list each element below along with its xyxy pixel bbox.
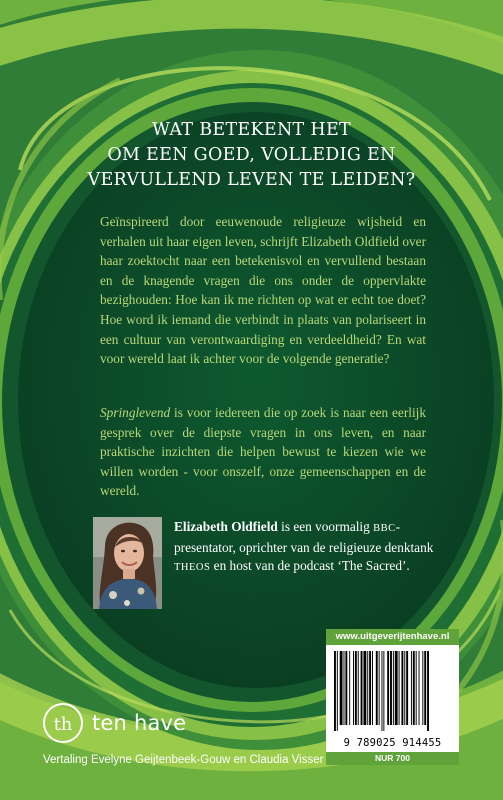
description-paragraph-2-text: is voor iedereen die op zoek is naar een eerlijk gesprek over de diepste vragen in ons leven, en naar praktische inzichten die helpen bewust te kiezen wie we willen worden - voor onszelf, onze gemeenschappen en de wereld. — [100, 405, 426, 499]
headline-line-2: OM EEN GOED, VOLLEDIG EN — [107, 145, 396, 165]
barcode-bar — [393, 651, 394, 725]
author-bio — [174, 518, 436, 578]
barcode-bar — [361, 651, 363, 725]
barcode-bar — [387, 651, 389, 725]
isbn-number: 9 789025 914455 — [343, 737, 442, 749]
barcode-bar — [422, 651, 423, 725]
publisher-website: www.uitgeverijtenhave.nl — [326, 629, 459, 645]
barcode-bar — [363, 651, 366, 725]
barcode-bar — [416, 651, 417, 725]
barcode-bar — [355, 651, 357, 725]
barcode-bar — [424, 651, 426, 725]
barcode-bar — [372, 651, 373, 725]
headline-line-3: VERVULLEND LEVEN TE LEIDEN? — [87, 170, 416, 190]
barcode-bar — [353, 651, 354, 725]
barcode-bar — [379, 651, 380, 725]
barcode-bar — [404, 651, 405, 725]
barcode-bar — [401, 651, 403, 725]
translation-credit: Vertaling Evelyne Geijtenbeek-Gouw en Claudia Visser — [43, 754, 324, 766]
barcode-panel — [326, 645, 459, 752]
barcode-bar — [369, 651, 371, 725]
barcode-bar — [349, 651, 350, 725]
barcode-bar — [376, 651, 378, 725]
author-bio-text-2: -presentator, oprichter van de religieuze denktank — [174, 519, 434, 555]
barcode-block — [326, 629, 459, 765]
barcode-bar — [367, 651, 368, 725]
barcode-bar — [411, 651, 412, 725]
barcode-bar — [395, 651, 398, 725]
book-title-italic: Springlevend — [100, 405, 171, 420]
publisher-logo-group — [42, 700, 186, 746]
barcode-bar — [383, 651, 384, 731]
barcode-bar — [419, 651, 420, 725]
author-bio-text-1: is een voormalig — [277, 519, 374, 534]
description-paragraph-2 — [100, 403, 426, 501]
barcode-bar — [340, 651, 343, 725]
barcode-bar — [406, 651, 408, 725]
barcode-bar — [344, 651, 345, 725]
barcode-bar — [382, 651, 383, 731]
barcode-bar — [345, 651, 347, 725]
author-bio-text-3: en host van de podcast ‘The Sacred’. — [210, 558, 410, 573]
barcode-bar — [413, 651, 415, 725]
barcode-bar — [427, 651, 429, 731]
barcode-bar — [334, 651, 336, 731]
publisher-logo-icon — [42, 702, 84, 744]
headline-line-1: WAT BETEKENT HET — [151, 120, 352, 140]
nur-code: NUR 700 — [326, 752, 459, 765]
barcode-bar — [358, 651, 359, 725]
barcode-bar — [399, 651, 400, 725]
publisher-name: ten have — [92, 711, 187, 735]
description-paragraph-1: Geïnspireerd door eeuwenoude religieuze wijsheid en verhalen uit haar eigen leven, schrijft Elizabeth Oldfield over haar zoektocht naar een betekenisvol en vervullend bestaan en de knagende vragen die ons onder de oppervlakte bezighouden: Hoe kan ik me richten op wat er echt toe doet? Hoe word ik iemand die verbindt in plaats van polariseert in een cultuur van verontwaardiging en verdeeldheid? En wat voor wereld laat ik achter voor de volgende generatie? — [100, 214, 427, 367]
barcode-icon — [332, 651, 453, 733]
author-bio-theos: THEOS — [174, 562, 211, 573]
author-photo — [93, 517, 162, 609]
publisher-logo-text: th — [53, 714, 73, 735]
barcode-bar — [390, 651, 392, 725]
author-bio-bbc: BBC — [373, 523, 396, 534]
barcode-bar — [337, 651, 338, 731]
headline — [60, 118, 443, 193]
author-name: Elizabeth Oldfield — [174, 519, 278, 534]
